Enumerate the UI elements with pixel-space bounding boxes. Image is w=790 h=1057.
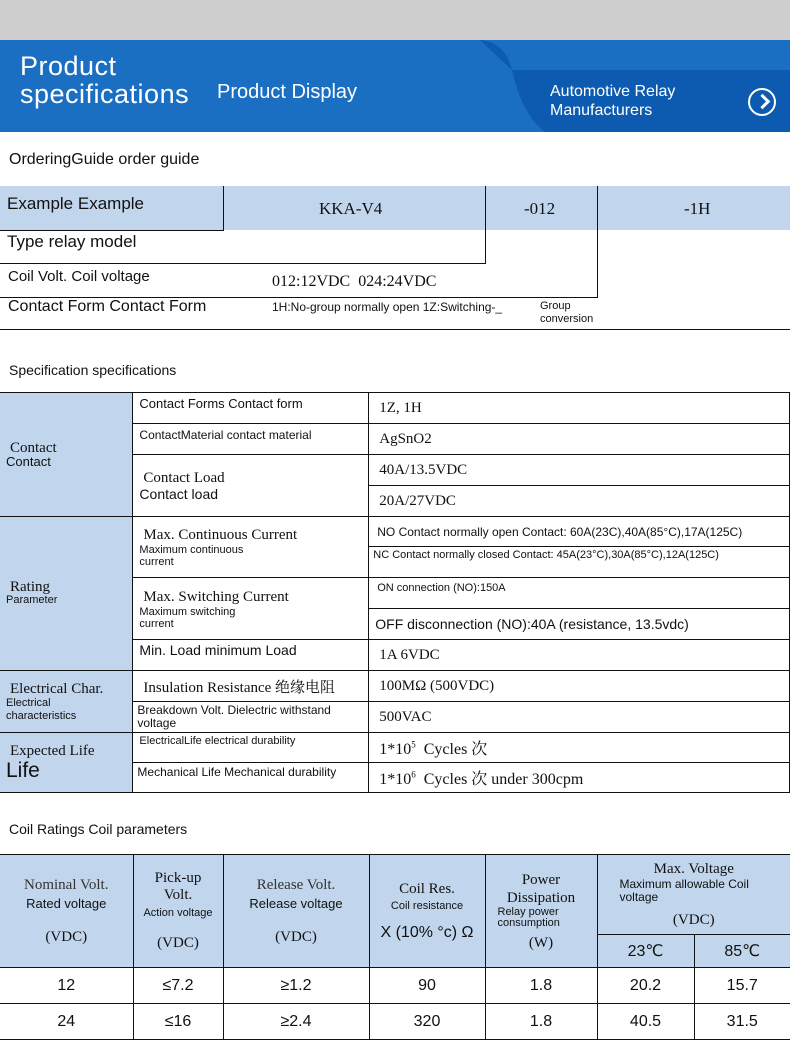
table-row xyxy=(0,733,790,763)
spec-heading: Specification specifications xyxy=(9,362,177,378)
table-row xyxy=(0,968,790,1004)
table-row xyxy=(0,671,790,702)
value-max-continuous-2: NC Contact normally closed Contact: 45A(23°C),30A(85°C),12A(125C) xyxy=(369,547,790,578)
header-85c: 85℃ xyxy=(694,935,790,968)
coil-heading: Coil Ratings Coil parameters xyxy=(9,821,188,837)
label-min-load: Min. Load minimum Load xyxy=(133,640,369,671)
og-line xyxy=(485,186,486,264)
category-contact: Contact Contact xyxy=(0,393,133,517)
table-row xyxy=(0,1004,790,1040)
cell: 31.5 xyxy=(694,1004,790,1040)
value-max-switching-2: OFF disconnection (NO):40A (resistance, 13.5vdc) xyxy=(369,609,790,640)
category-life: Expected Life Life xyxy=(0,733,133,793)
value-contact-load-2: 20A/27VDC xyxy=(369,486,790,517)
header-pickup: Pick-up Volt. Action voltage (VDC) xyxy=(133,855,223,968)
category-rating: Rating Parameter xyxy=(0,517,133,671)
page-title: Product specifications xyxy=(20,51,190,109)
og-line xyxy=(223,186,224,231)
table-row xyxy=(0,855,790,935)
value-min-load: 1A 6VDC xyxy=(369,640,790,671)
og-line xyxy=(597,186,598,298)
coil-volt-label: Coil Volt. Coil voltage xyxy=(8,268,150,285)
og-line xyxy=(0,263,486,264)
value-contact-load-1: 40A/13.5VDC xyxy=(369,455,790,486)
label-mechanical-life: Mechanical Life Mechanical durability xyxy=(133,763,369,793)
cell: 15.7 xyxy=(694,968,790,1004)
cell: ≤7.2 xyxy=(133,968,223,1004)
cell: 1.8 xyxy=(485,968,597,1004)
contact-form-value-cont: Group conversion xyxy=(540,300,594,325)
contact-form-label: Contact Form Contact Form xyxy=(8,298,207,315)
spec-table xyxy=(0,392,790,793)
example-contact: -1H xyxy=(684,199,711,218)
value-breakdown: 500VAC xyxy=(369,702,790,733)
cell: 90 xyxy=(369,968,485,1004)
header-23c: 23℃ xyxy=(597,935,694,968)
cell: 20.2 xyxy=(597,968,694,1004)
value-mechanical-life: $1*10^6$ Cycles 次 under 300cpm xyxy=(369,763,790,793)
header-max-voltage: Max. Voltage Maximum allowable Coil voltage (VDC) xyxy=(597,855,790,935)
label-insulation: Insulation Resistance 绝缘电阻 xyxy=(133,671,369,702)
label-electrical-life: ElectricalLife electrical durability xyxy=(133,733,369,763)
label-contact-material: ContactMaterial contact material xyxy=(133,424,369,455)
header-coil-res: Coil Res. Coil resistance X (10% °c) Ω xyxy=(369,855,485,968)
value-electrical-life: $1*10^5$ Cycles 次 xyxy=(369,733,790,763)
manufacturer-label: Automotive Relay Manufacturers xyxy=(550,83,676,119)
example-volt: -012 xyxy=(524,199,556,218)
label-max-continuous: Max. Continuous Current Maximum continuous current xyxy=(133,517,369,578)
value-contact-material: AgSnO2 xyxy=(369,424,790,455)
arrow-right-icon[interactable] xyxy=(748,88,776,116)
table-row xyxy=(0,393,790,424)
cell: 320 xyxy=(369,1004,485,1040)
type-label: Type relay model xyxy=(7,232,137,251)
example-model: KKA-V4 xyxy=(319,199,383,218)
value-contact-forms: 1Z, 1H xyxy=(369,393,790,424)
value-max-switching-1: ON connection (NO):150A xyxy=(369,578,790,609)
cell: ≤16 xyxy=(133,1004,223,1040)
cell: 24 xyxy=(0,1004,133,1040)
og-line xyxy=(0,230,224,231)
cell: ≥1.2 xyxy=(223,968,369,1004)
value-max-continuous-1: NO Contact normally open Contact: 60A(23C),40A(85°C),17A(125C) xyxy=(369,517,790,547)
page-subtitle: Product Display xyxy=(217,81,358,103)
coil-volt-value: 012:12VDC 024:24VDC xyxy=(272,273,437,290)
og-line xyxy=(0,329,790,330)
header-nominal: Nominal Volt. Rated voltage (VDC) xyxy=(0,855,133,968)
cell: 40.5 xyxy=(597,1004,694,1040)
label-contact-load: Contact Load Contact load xyxy=(133,455,369,517)
cell: ≥2.4 xyxy=(223,1004,369,1040)
example-label: Example Example xyxy=(7,194,145,213)
category-electrical: Electrical Char. Electrical characteristics xyxy=(0,671,133,733)
cell: 12 xyxy=(0,968,133,1004)
ordering-guide-heading: OrderingGuide order guide xyxy=(9,151,200,168)
coil-table xyxy=(0,854,790,1040)
label-contact-forms: Contact Forms Contact form xyxy=(133,393,369,424)
label-max-switching: Max. Switching Current Maximum switching current xyxy=(133,578,369,640)
header-power: Power Dissipation Relay power consumption (W) xyxy=(485,855,597,968)
table-row xyxy=(0,517,790,547)
header-release: Release Volt. Release voltage (VDC) xyxy=(223,855,369,968)
cell: 1.8 xyxy=(485,1004,597,1040)
contact-form-value: 1H:No-group normally open 1Z:Switching-_ xyxy=(272,300,503,314)
value-insulation: 100MΩ (500VDC) xyxy=(369,671,790,702)
label-breakdown: Breakdown Volt. Dielectric withstand voltage xyxy=(133,702,369,733)
